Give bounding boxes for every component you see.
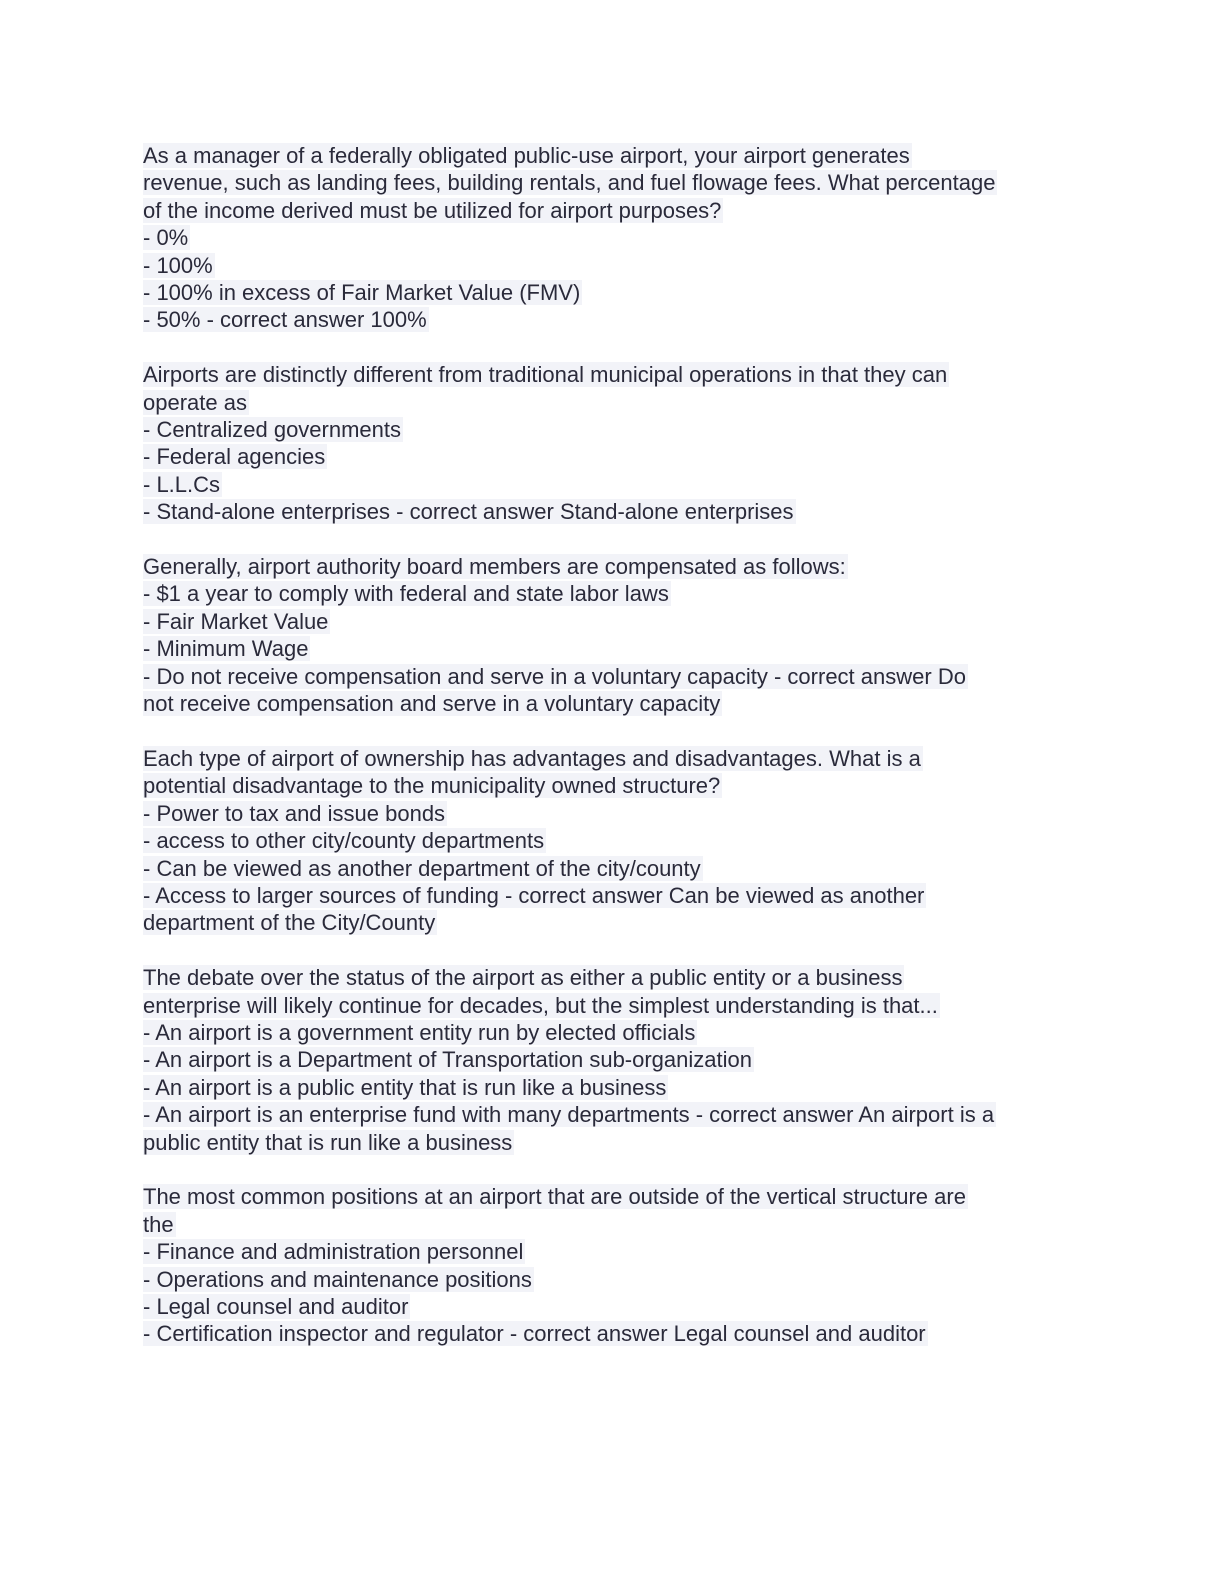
text-line bbox=[143, 635, 1083, 662]
text-line bbox=[143, 800, 1083, 827]
question-text: the bbox=[143, 1211, 174, 1237]
text-line bbox=[143, 1019, 1083, 1046]
question-block bbox=[143, 142, 1083, 334]
text-line bbox=[143, 306, 1083, 333]
answer-option: - Fair Market Value bbox=[143, 608, 329, 634]
correct-answer-continued: not receive compensation and serve in a voluntary capacity bbox=[143, 691, 721, 717]
question-text: As a manager of a federally obligated public-use airport, your airport generates bbox=[143, 143, 910, 168]
text-line bbox=[143, 279, 1083, 306]
answer-option: - An airport is a Department of Transportation sub-organization bbox=[143, 1047, 752, 1073]
answer-option: - Centralized governments bbox=[143, 417, 402, 443]
text-line bbox=[143, 580, 1083, 607]
question-text: operate as bbox=[143, 389, 247, 415]
answer-option-with-correct-answer: - Do not receive compensation and serve in a voluntary capacity - correct answer Do bbox=[143, 663, 966, 689]
question-text: of the income derived must be utilized for airport purposes? bbox=[143, 197, 722, 223]
question-block bbox=[143, 361, 1083, 525]
document-content bbox=[143, 142, 1083, 1375]
text-line bbox=[143, 498, 1083, 525]
text-line bbox=[143, 1293, 1083, 1320]
question-text: Airports are distinctly different from traditional municipal operations in that they can bbox=[143, 362, 948, 388]
text-line bbox=[143, 443, 1083, 470]
text-line bbox=[143, 964, 1083, 991]
answer-option: - An airport is a government entity run by elected officials bbox=[143, 1019, 696, 1045]
question-text: Generally, airport authority board members are compensated as follows: bbox=[143, 554, 846, 580]
answer-option-with-correct-answer: - An airport is an enterprise fund with many departments - correct answer An airport is a bbox=[143, 1102, 995, 1128]
text-line bbox=[143, 608, 1083, 635]
answer-option: - Federal agencies bbox=[143, 444, 326, 470]
answer-option: - $1 a year to comply with federal and state labor laws bbox=[143, 581, 669, 607]
text-line bbox=[143, 663, 1083, 690]
text-line bbox=[143, 827, 1083, 854]
text-line bbox=[143, 909, 1083, 936]
text-line bbox=[143, 1183, 1083, 1210]
answer-option: - Finance and administration personnel bbox=[143, 1239, 524, 1265]
question-text: Each type of airport of ownership has advantages and disadvantages. What is a bbox=[143, 745, 921, 771]
answer-option: - 100% bbox=[143, 252, 213, 278]
answer-option: - Minimum Wage bbox=[143, 636, 309, 662]
text-line bbox=[143, 361, 1083, 388]
answer-option-with-correct-answer: - Stand-alone enterprises - correct answer Stand-alone enterprises bbox=[143, 499, 794, 525]
text-line bbox=[143, 553, 1083, 580]
text-line bbox=[143, 772, 1083, 799]
answer-option: - An airport is a public entity that is run like a business bbox=[143, 1074, 667, 1100]
text-line bbox=[143, 1129, 1083, 1156]
question-text: The most common positions at an airport that are outside of the vertical structure are bbox=[143, 1184, 966, 1210]
text-line bbox=[143, 416, 1083, 443]
text-line bbox=[143, 1074, 1083, 1101]
question-block bbox=[143, 553, 1083, 717]
question-text: The debate over the status of the airport as either a public entity or a business bbox=[143, 965, 903, 991]
text-line bbox=[143, 142, 1083, 169]
question-block bbox=[143, 1183, 1083, 1347]
correct-answer-continued: department of the City/County bbox=[143, 910, 436, 936]
answer-option: - Can be viewed as another department of the city/county bbox=[143, 855, 701, 881]
text-line bbox=[143, 169, 1083, 196]
answer-option: - Power to tax and issue bonds bbox=[143, 800, 446, 826]
answer-option: - access to other city/county departments bbox=[143, 828, 545, 854]
answer-option-with-correct-answer: - Certification inspector and regulator - correct answer Legal counsel and auditor bbox=[143, 1321, 926, 1347]
text-line bbox=[143, 1320, 1083, 1347]
text-line bbox=[143, 224, 1083, 251]
answer-option: - L.L.Cs bbox=[143, 471, 221, 497]
question-text: revenue, such as landing fees, building rentals, and fuel flowage fees. What percentage bbox=[143, 170, 996, 196]
text-line bbox=[143, 690, 1083, 717]
text-line bbox=[143, 992, 1083, 1019]
text-line bbox=[143, 855, 1083, 882]
question-block bbox=[143, 745, 1083, 937]
question-text: enterprise will likely continue for decades, but the simplest understanding is that... bbox=[143, 992, 938, 1018]
text-line bbox=[143, 252, 1083, 279]
text-line bbox=[143, 1211, 1083, 1238]
answer-option: - 100% in excess of Fair Market Value (FMV) bbox=[143, 280, 581, 306]
text-line bbox=[143, 471, 1083, 498]
text-line bbox=[143, 197, 1083, 224]
correct-answer-continued: public entity that is run like a business bbox=[143, 1129, 513, 1155]
text-line bbox=[143, 882, 1083, 909]
answer-option: - Legal counsel and auditor bbox=[143, 1293, 409, 1319]
text-line bbox=[143, 1101, 1083, 1128]
text-line bbox=[143, 389, 1083, 416]
text-line bbox=[143, 1046, 1083, 1073]
answer-option-with-correct-answer: - 50% - correct answer 100% bbox=[143, 307, 427, 333]
answer-option: - Operations and maintenance positions bbox=[143, 1266, 532, 1292]
answer-option: - 0% bbox=[143, 225, 189, 251]
question-text: potential disadvantage to the municipality owned structure? bbox=[143, 773, 721, 799]
text-line bbox=[143, 1238, 1083, 1265]
question-block bbox=[143, 964, 1083, 1156]
text-line bbox=[143, 745, 1083, 772]
answer-option-with-correct-answer: - Access to larger sources of funding - correct answer Can be viewed as another bbox=[143, 882, 925, 908]
text-line bbox=[143, 1266, 1083, 1293]
